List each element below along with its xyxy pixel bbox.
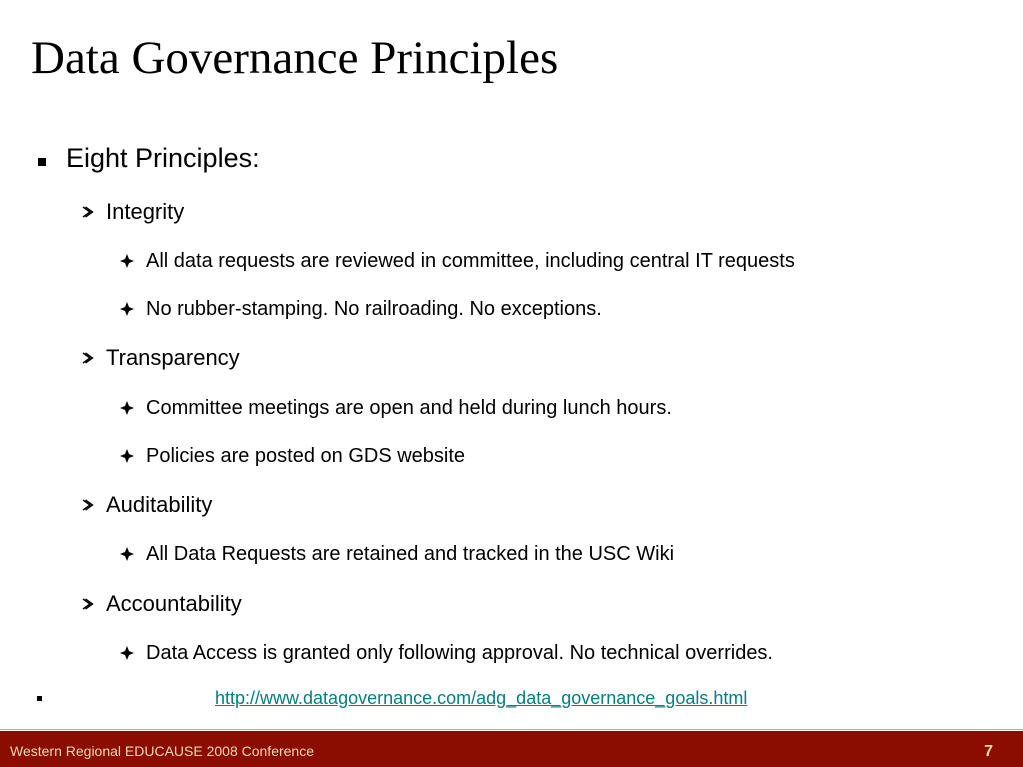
reference-link[interactable]: http://www.datagovernance.com/adg_data_governance_goals.html: [215, 688, 748, 708]
diamond-bullet-icon: [120, 254, 134, 268]
diamond-bullet-icon: [120, 401, 134, 415]
principle-heading: Accountability: [106, 591, 242, 616]
principle-heading: Integrity: [106, 199, 185, 224]
principle-heading: Auditability: [106, 492, 213, 517]
page-number: 7: [984, 743, 993, 760]
principle-heading: Transparency: [106, 345, 240, 370]
square-bullet-icon: [37, 696, 42, 701]
square-bullet-icon: [38, 158, 46, 166]
principle-item: Policies are posted on GDS website: [146, 445, 466, 467]
arrow-bullet-icon: [80, 351, 94, 365]
slide-title: Data Governance Principles: [31, 32, 559, 84]
arrow-bullet-icon: [80, 205, 94, 219]
principle-item: Committee meetings are open and held during lunch hours.: [146, 397, 672, 419]
diamond-bullet-icon: [120, 646, 134, 660]
principle-item: Data Access is granted only following approval. No technical overrides.: [146, 642, 773, 664]
arrow-bullet-icon: [80, 597, 94, 611]
principle-item: All data requests are reviewed in committee, including central IT requests: [146, 250, 795, 272]
main-bullet-text: Eight Principles:: [66, 143, 260, 173]
arrow-bullet-icon: [80, 498, 94, 512]
principle-item: No rubber-stamping. No railroading. No exceptions.: [146, 298, 602, 320]
conference-name: Western Regional EDUCAUSE 2008 Conference: [10, 743, 315, 759]
principle-item: All Data Requests are retained and tracked in the USC Wiki: [146, 543, 675, 565]
footer-divider: [0, 729, 1023, 730]
diamond-bullet-icon: [120, 449, 134, 463]
diamond-bullet-icon: [120, 302, 134, 316]
footer-bar: [0, 731, 1023, 767]
diamond-bullet-icon: [120, 547, 134, 561]
